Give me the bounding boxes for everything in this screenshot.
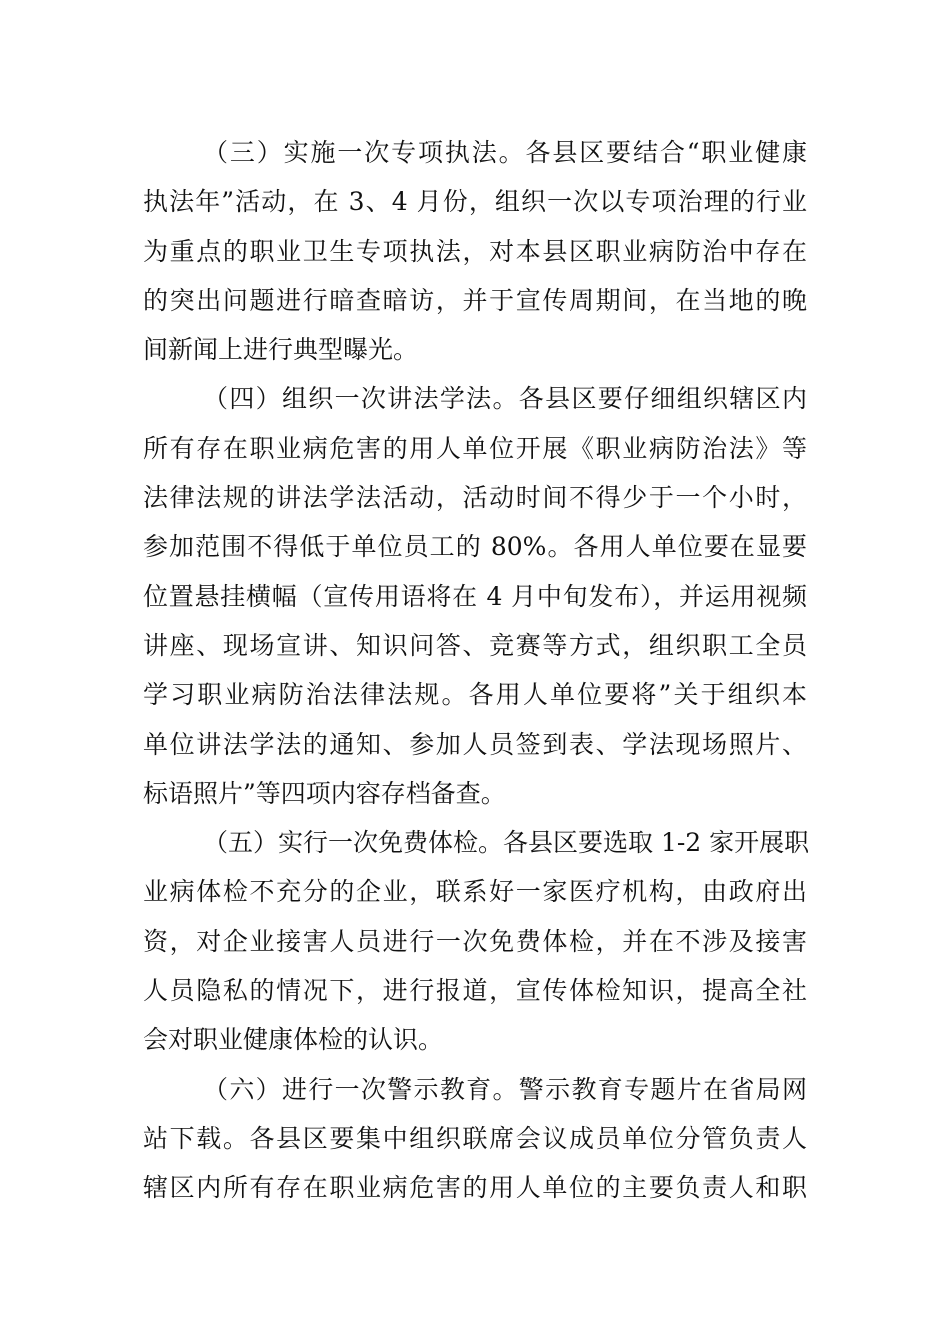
- paragraph-special-enforcement: [143, 128, 807, 374]
- text-line: 业病体检不充分的企业，联系好一家医疗机构，由政府出: [143, 877, 807, 907]
- text-line: 所有存在职业病危害的用人单位开展《职业病防治法》等: [143, 433, 807, 463]
- paragraph-warning-education: [143, 1065, 807, 1213]
- text-line: 会对职业健康体检的认识。: [143, 1025, 444, 1055]
- text-line: 的突出问题进行暗查暗访，并于宣传周期间，在当地的晚: [143, 285, 807, 315]
- text-line: 为重点的职业卫生专项执法，对本县区职业病防治中存在: [143, 236, 807, 266]
- paragraph-law-study: [143, 374, 807, 818]
- text-line: 位置悬挂横幅（宣传用语将在 4 月中旬发布），并运用视频: [143, 581, 807, 611]
- text-line: 站下载。各县区要集中组织联席会议成员单位分管负责人: [143, 1123, 807, 1153]
- text-line: 学习职业病防治法律法规。各用人单位要将”关于组织本: [143, 680, 807, 710]
- text-line: 单位讲法学法的通知、参加人员签到表、学法现场照片、: [143, 729, 807, 759]
- text-line: （六）进行一次警示教育。警示教育专题片在省局网: [203, 1074, 807, 1104]
- text-line: 执法年”活动，在 3、4 月份，组织一次以专项治理的行业: [143, 187, 807, 217]
- text-line: （五）实行一次免费体检。各县区要选取 1-2 家开展职: [203, 828, 810, 858]
- text-line: 法律法规的讲法学法活动，活动时间不得少于一个小时，: [143, 483, 807, 513]
- text-line: 间新闻上进行典型曝光。: [143, 335, 419, 365]
- text-line: 资，对企业接害人员进行一次免费体检，并在不涉及接害: [143, 926, 807, 956]
- text-line: 讲座、现场宣讲、知识问答、竞赛等方式，组织职工全员: [143, 630, 807, 660]
- paragraph-free-checkup: [143, 818, 810, 1064]
- text-line: 标语照片”等四项内容存档备查。: [143, 778, 506, 808]
- text-line: （四）组织一次讲法学法。各县区要仔细组织辖区内: [203, 384, 807, 414]
- text-line: 辖区内所有存在职业病危害的用人单位的主要负责人和职: [143, 1173, 807, 1203]
- text-line: （三）实施一次专项执法。各县区要结合“职业健康: [203, 138, 807, 167]
- document-body: [143, 128, 810, 1213]
- text-line: 人员隐私的情况下，进行报道，宣传体检知识，提高全社: [143, 976, 807, 1006]
- text-line: 参加范围不得低于单位员工的 80%。各用人单位要在显要: [143, 532, 807, 562]
